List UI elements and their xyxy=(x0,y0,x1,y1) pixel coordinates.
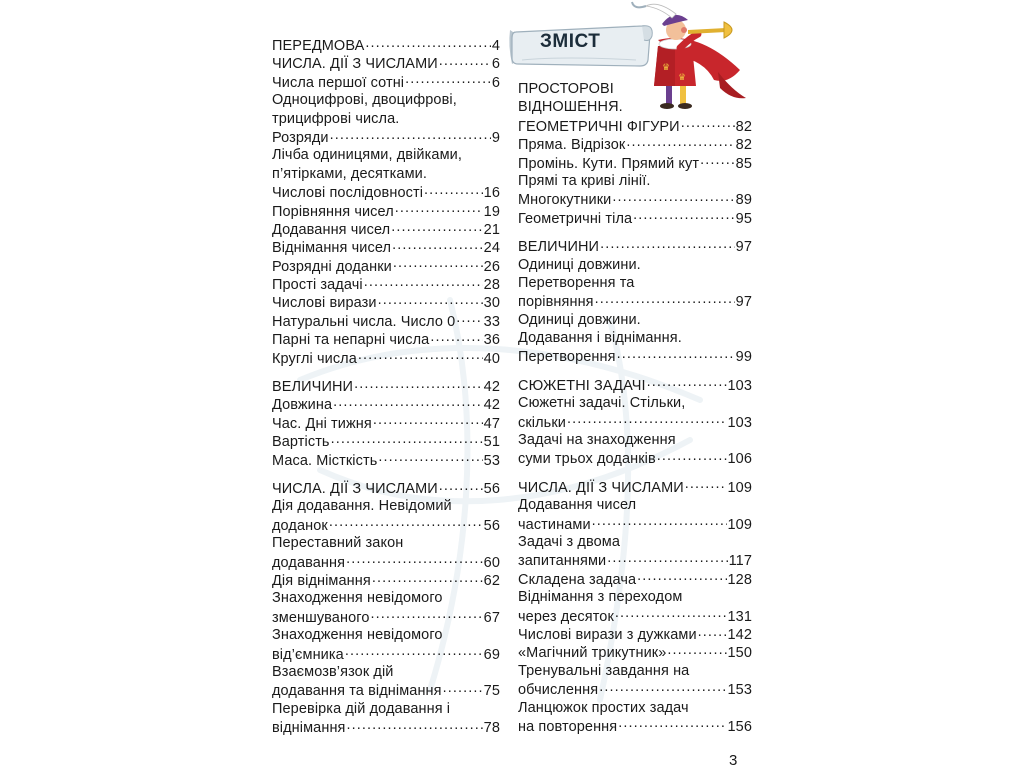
toc-page-number: 95 xyxy=(735,210,752,227)
toc-entry-label: Додавання і віднімання. xyxy=(518,330,682,347)
toc-page-number: 42 xyxy=(483,379,500,396)
toc-page-number: 82 xyxy=(735,137,752,154)
toc-page-number: 40 xyxy=(483,350,500,367)
toc-entry-label: Довжина xyxy=(272,397,333,414)
toc-page-number: 69 xyxy=(483,646,500,663)
toc-dot-leader xyxy=(439,54,491,68)
toc-dot-leader xyxy=(592,515,727,529)
toc-dot-leader xyxy=(456,312,482,326)
toc-entry-row xyxy=(518,172,752,190)
toc-dot-leader xyxy=(595,292,735,306)
toc-entry-label: ПЕРЕДМОВА xyxy=(272,38,365,54)
toc-dot-leader xyxy=(331,432,483,446)
toc-entry-row xyxy=(272,54,500,72)
toc-entry-row xyxy=(518,699,752,717)
toc-entry-row xyxy=(518,478,752,496)
toc-entry-row xyxy=(272,645,500,663)
toc-entry-row xyxy=(518,515,752,533)
toc-entry-row xyxy=(518,209,752,227)
toc-entry-row xyxy=(272,238,500,256)
toc-entry-label: Порівняння чисел xyxy=(272,203,394,220)
toc-entry-row xyxy=(518,329,752,347)
toc-dot-leader xyxy=(378,451,482,465)
toc-entry-label: ЧИСЛА. ДІЇ З ЧИСЛАМИ xyxy=(272,480,438,497)
toc-dot-leader xyxy=(607,551,727,565)
toc-entry-row xyxy=(272,432,500,450)
toc-entry-label: ГЕОМЕТРИЧНІ ФІГУРИ xyxy=(518,118,680,135)
toc-dot-leader xyxy=(373,414,483,428)
toc-entry-row xyxy=(518,533,752,551)
toc-entry-row xyxy=(272,312,500,330)
toc-entry-row xyxy=(518,311,752,329)
toc-entry-label: Розрядні доданки xyxy=(272,258,392,275)
toc-left-column xyxy=(272,36,500,736)
toc-entry-label: через десяток xyxy=(518,608,614,625)
toc-page-number: 53 xyxy=(483,452,500,469)
toc-page-number: 142 xyxy=(727,626,752,643)
toc-page-number: 128 xyxy=(727,571,752,588)
toc-entry-row xyxy=(272,293,500,311)
toc-page-number: 106 xyxy=(727,451,752,468)
toc-page-number: 67 xyxy=(483,609,500,626)
toc-entry-row xyxy=(518,717,752,735)
toc-entry-row xyxy=(272,330,500,348)
toc-dot-leader xyxy=(378,293,483,307)
toc-entry-label: Віднімання з переходом xyxy=(518,589,683,606)
toc-entry-label: Прості задачі xyxy=(272,277,363,294)
toc-dot-leader xyxy=(647,376,727,390)
toc-dot-leader xyxy=(681,117,735,131)
toc-entry-label: Лічба одиницями, двійками, xyxy=(272,147,462,164)
toc-entry-label: обчислення xyxy=(518,682,599,699)
toc-dot-leader xyxy=(617,347,735,361)
toc-entry-row xyxy=(272,165,500,183)
toc-page-number: 4 xyxy=(491,38,500,54)
toc-entry-label: Задачі з двома xyxy=(518,533,621,550)
toc-entry-label: Вартість xyxy=(272,434,330,451)
toc-entry-row xyxy=(272,257,500,275)
toc-entry-row xyxy=(518,588,752,606)
toc-entry-label: від’ємника xyxy=(272,646,344,663)
toc-dot-leader xyxy=(372,571,483,585)
toc-entry-label: частинами xyxy=(518,516,591,533)
toc-dot-leader xyxy=(443,681,483,695)
toc-entry-row xyxy=(272,183,500,201)
toc-entry-label: на повторення xyxy=(518,718,618,735)
toc-dot-leader xyxy=(346,553,483,567)
toc-entry-label: Сюжетні задачі. Стільки, xyxy=(518,395,686,412)
toc-dot-leader xyxy=(567,413,727,427)
toc-page-number: 156 xyxy=(727,718,752,735)
page-number: 3 xyxy=(729,752,738,769)
toc-dot-leader xyxy=(392,238,483,252)
toc-dot-leader xyxy=(345,645,483,659)
toc-entry-label: додавання xyxy=(272,554,346,571)
toc-dot-leader xyxy=(391,220,482,234)
toc-entry-label: ВІДНОШЕННЯ. xyxy=(518,99,623,116)
toc-entry-label: Час. Дні тижня xyxy=(272,415,372,432)
toc-entry-row xyxy=(518,256,752,274)
toc-entry-row xyxy=(272,451,500,469)
toc-page-number: 89 xyxy=(735,192,752,209)
toc-entry-row xyxy=(272,128,500,146)
toc-dot-leader xyxy=(354,377,483,391)
toc-page-number: 75 xyxy=(483,683,500,700)
toc-entry-row xyxy=(272,479,500,497)
toc-dot-leader xyxy=(615,607,727,621)
toc-entry-label: Знаходження невідомого xyxy=(272,590,443,607)
toc-dot-leader xyxy=(667,643,726,657)
toc-page-number: 62 xyxy=(483,572,500,589)
toc-entry-label: Числові вирази з дужками xyxy=(518,626,697,643)
toc-entry-label: трицифрові числа. xyxy=(272,110,400,127)
toc-page-number: 109 xyxy=(727,516,752,533)
toc-entry-label: Круглі числа xyxy=(272,350,357,367)
toc-page-number: 117 xyxy=(728,553,752,570)
toc-entry-row xyxy=(272,275,500,293)
toc-entry-row xyxy=(272,608,500,626)
toc-page-number: 103 xyxy=(727,414,752,431)
toc-dot-leader xyxy=(393,257,483,271)
toc-entry-row xyxy=(518,274,752,292)
toc-entry-row xyxy=(518,347,752,365)
toc-entry-label: скільки xyxy=(518,414,566,431)
toc-entry-row xyxy=(518,625,752,643)
toc-entry-row xyxy=(518,496,752,514)
toc-entry-row xyxy=(518,376,752,394)
toc-page-number: 56 xyxy=(483,480,500,497)
toc-entry-label: суми трьох доданків xyxy=(518,451,656,468)
toc-entry-row xyxy=(272,681,500,699)
toc-entry-label: порівняння xyxy=(518,294,594,311)
toc-entry-label: Знаходження невідомого xyxy=(272,627,443,644)
toc-entry-label: Многокутники xyxy=(518,192,612,209)
toc-entry-row xyxy=(272,414,500,432)
toc-dot-leader xyxy=(685,478,727,492)
toc-page-number: 21 xyxy=(483,221,500,238)
toc-entry-row xyxy=(518,190,752,208)
toc-page-number: 33 xyxy=(483,313,500,330)
toc-dot-leader xyxy=(430,330,482,344)
toc-entry-label: «Магічний трикутник» xyxy=(518,645,667,662)
toc-entry-row xyxy=(272,516,500,534)
toc-entry-label: Натуральні числа. Число 0 xyxy=(272,313,456,330)
toc-entry-label: Тренувальні завдання на xyxy=(518,662,690,679)
toc-page-number: 78 xyxy=(483,720,500,737)
toc-entry-row xyxy=(518,154,752,172)
toc-page-number: 97 xyxy=(735,294,752,311)
svg-text:♛: ♛ xyxy=(662,63,671,73)
toc-entry-label: Задачі на знаходження xyxy=(518,432,676,449)
toc-entry-label: Дія віднімання xyxy=(272,572,371,589)
toc-entry-row xyxy=(518,607,752,625)
toc-entry-label: Промінь. Кути. Прямий кут xyxy=(518,155,700,172)
toc-entry-label: п’ятірками, десятками. xyxy=(272,165,427,182)
toc-page-number: 6 xyxy=(491,74,500,91)
toc-entry-row xyxy=(272,349,500,367)
toc-page-number: 131 xyxy=(727,608,752,625)
toc-page-number: 47 xyxy=(483,415,500,432)
toc-page-number: 36 xyxy=(483,332,500,349)
toc-entry-label: віднімання xyxy=(272,720,346,737)
toc-page-number: 30 xyxy=(483,295,500,312)
toc-entry-row xyxy=(518,135,752,153)
toc-entry-row xyxy=(518,680,752,698)
contents-title: ЗМІСТ xyxy=(540,31,601,52)
toc-dot-leader xyxy=(700,154,735,168)
toc-page-number: 153 xyxy=(727,682,752,699)
toc-dot-leader xyxy=(405,73,491,87)
toc-entry-row xyxy=(518,292,752,310)
toc-entry-row xyxy=(518,237,752,255)
toc-entry-label: Маса. Місткість xyxy=(272,452,378,469)
toc-page-number: 85 xyxy=(735,155,752,172)
toc-dot-leader xyxy=(633,209,734,223)
toc-entry-label: Дія додавання. Невідомий xyxy=(272,498,452,515)
toc-entry-label: додавання та віднімання xyxy=(272,683,442,700)
toc-entry-row xyxy=(272,36,500,54)
toc-page-number: 51 xyxy=(483,434,500,451)
toc-entry-label: ЧИСЛА. ДІЇ З ЧИСЛАМИ xyxy=(518,479,684,496)
toc-entry-label: Числа першої сотні xyxy=(272,74,405,91)
toc-entry-label: ВЕЛИЧИНИ xyxy=(518,239,600,256)
toc-entry-label: ЧИСЛА. ДІЇ З ЧИСЛАМИ xyxy=(272,56,438,73)
toc-entry-label: СЮЖЕТНІ ЗАДАЧІ xyxy=(518,377,646,394)
section-gap xyxy=(518,468,752,478)
toc-entry-row xyxy=(518,431,752,449)
toc-entry-label: Переставний закон xyxy=(272,535,404,552)
toc-entry-row xyxy=(272,377,500,395)
toc-dot-leader xyxy=(370,608,482,622)
toc-entry-label: Перетворення та xyxy=(518,274,635,291)
toc-dot-leader xyxy=(618,717,726,731)
toc-entry-label: доданок xyxy=(272,517,328,534)
toc-entry-row xyxy=(272,700,500,718)
toc-entry-row xyxy=(518,117,752,135)
toc-entry-row xyxy=(272,395,500,413)
toc-page-number: 109 xyxy=(727,479,752,496)
toc-entry-label: Числові вирази xyxy=(272,295,377,312)
toc-entry-row xyxy=(518,643,752,661)
toc-dot-leader xyxy=(329,516,483,530)
toc-entry-label: Одиниці довжини. xyxy=(518,256,641,273)
section-gap xyxy=(518,227,752,237)
toc-entry-row xyxy=(272,497,500,515)
toc-dot-leader xyxy=(358,349,483,363)
toc-page-number: 60 xyxy=(483,554,500,571)
toc-dot-leader xyxy=(347,718,483,732)
toc-entry-label: Одноцифрові, двоцифрові, xyxy=(272,92,457,109)
toc-dot-leader xyxy=(657,449,727,463)
toc-entry-label: Складена задача xyxy=(518,571,637,588)
toc-page-number: 56 xyxy=(483,517,500,534)
toc-entry-row xyxy=(272,589,500,607)
toc-entry-label: ПРОСТОРОВІ xyxy=(518,81,614,97)
toc-right-column xyxy=(518,80,752,735)
section-gap xyxy=(272,367,500,377)
toc-entry-row xyxy=(272,110,500,128)
toc-dot-leader xyxy=(395,202,483,216)
toc-entry-row xyxy=(272,553,500,571)
toc-entry-row xyxy=(518,394,752,412)
toc-entry-label: Числові послідовності xyxy=(272,185,424,202)
toc-page-number: 103 xyxy=(727,377,752,394)
toc-entry-label: Геометричні тіла xyxy=(518,210,633,227)
toc-entry-row xyxy=(272,91,500,109)
toc-dot-leader xyxy=(439,479,483,493)
toc-entry-label: Додавання чисел xyxy=(272,221,391,238)
toc-dot-leader xyxy=(637,570,726,584)
svg-text:♛: ♛ xyxy=(678,73,687,83)
toc-entry-label: ВЕЛИЧИНИ xyxy=(272,379,354,396)
toc-entry-label: Додавання чисел xyxy=(518,497,637,514)
toc-page-number: 42 xyxy=(483,397,500,414)
toc-entry-row xyxy=(272,73,500,91)
toc-dot-leader xyxy=(330,128,491,142)
toc-page-number: 6 xyxy=(491,56,500,73)
toc-entry-row xyxy=(518,570,752,588)
toc-entry-label: Розряди xyxy=(272,129,329,146)
toc-page-number: 19 xyxy=(483,203,500,220)
section-gap xyxy=(272,469,500,479)
toc-entry-label: Пряма. Відрізок xyxy=(518,137,626,154)
toc-page-number: 28 xyxy=(483,277,500,294)
toc-page-number: 150 xyxy=(727,645,752,662)
toc-entry-row xyxy=(272,146,500,164)
section-gap xyxy=(518,366,752,376)
toc-page-number: 26 xyxy=(483,258,500,275)
toc-page-number: 9 xyxy=(491,129,500,146)
toc-dot-leader xyxy=(424,183,483,197)
toc-dot-leader xyxy=(599,680,726,694)
toc-entry-label: зменшуваного xyxy=(272,609,370,626)
toc-entry-row xyxy=(272,663,500,681)
toc-entry-label: Ланцюжок простих задач xyxy=(518,699,689,716)
toc-entry-label: Перетворення xyxy=(518,349,616,366)
toc-entry-label: Одиниці довжини. xyxy=(518,311,641,328)
toc-dot-leader xyxy=(364,275,483,289)
toc-entry-row xyxy=(518,662,752,680)
toc-entry-label: Прямі та криві лінії. xyxy=(518,172,651,189)
toc-entry-label: Парні та непарні числа xyxy=(272,332,430,349)
toc-dot-leader xyxy=(698,625,727,639)
toc-entry-row xyxy=(272,626,500,644)
toc-entry-label: Віднімання чисел xyxy=(272,240,392,257)
toc-entry-row xyxy=(272,718,500,736)
toc-entry-row xyxy=(272,202,500,220)
toc-dot-leader xyxy=(600,237,735,251)
toc-entry-label: запитаннями xyxy=(518,553,607,570)
toc-entry-row xyxy=(272,220,500,238)
toc-page-number: 16 xyxy=(483,185,500,202)
toc-dot-leader xyxy=(333,395,482,409)
toc-page-number: 24 xyxy=(483,240,500,257)
herald-trumpeter-illustration xyxy=(628,0,748,112)
toc-entry-row xyxy=(272,571,500,589)
toc-entry-label: Перевірка дій додавання і xyxy=(272,700,451,717)
toc-entry-row xyxy=(518,413,752,431)
toc-entry-row xyxy=(518,449,752,467)
toc-page-number: 97 xyxy=(735,239,752,256)
toc-page-number: 99 xyxy=(735,349,752,366)
toc-dot-leader xyxy=(612,190,734,204)
toc-page-number: 82 xyxy=(735,118,752,135)
toc-dot-leader xyxy=(626,135,734,149)
toc-entry-label: Взаємозв’язок дій xyxy=(272,663,394,680)
toc-entry-row xyxy=(272,534,500,552)
toc-dot-leader xyxy=(365,36,490,50)
toc-entry-row xyxy=(518,551,752,569)
